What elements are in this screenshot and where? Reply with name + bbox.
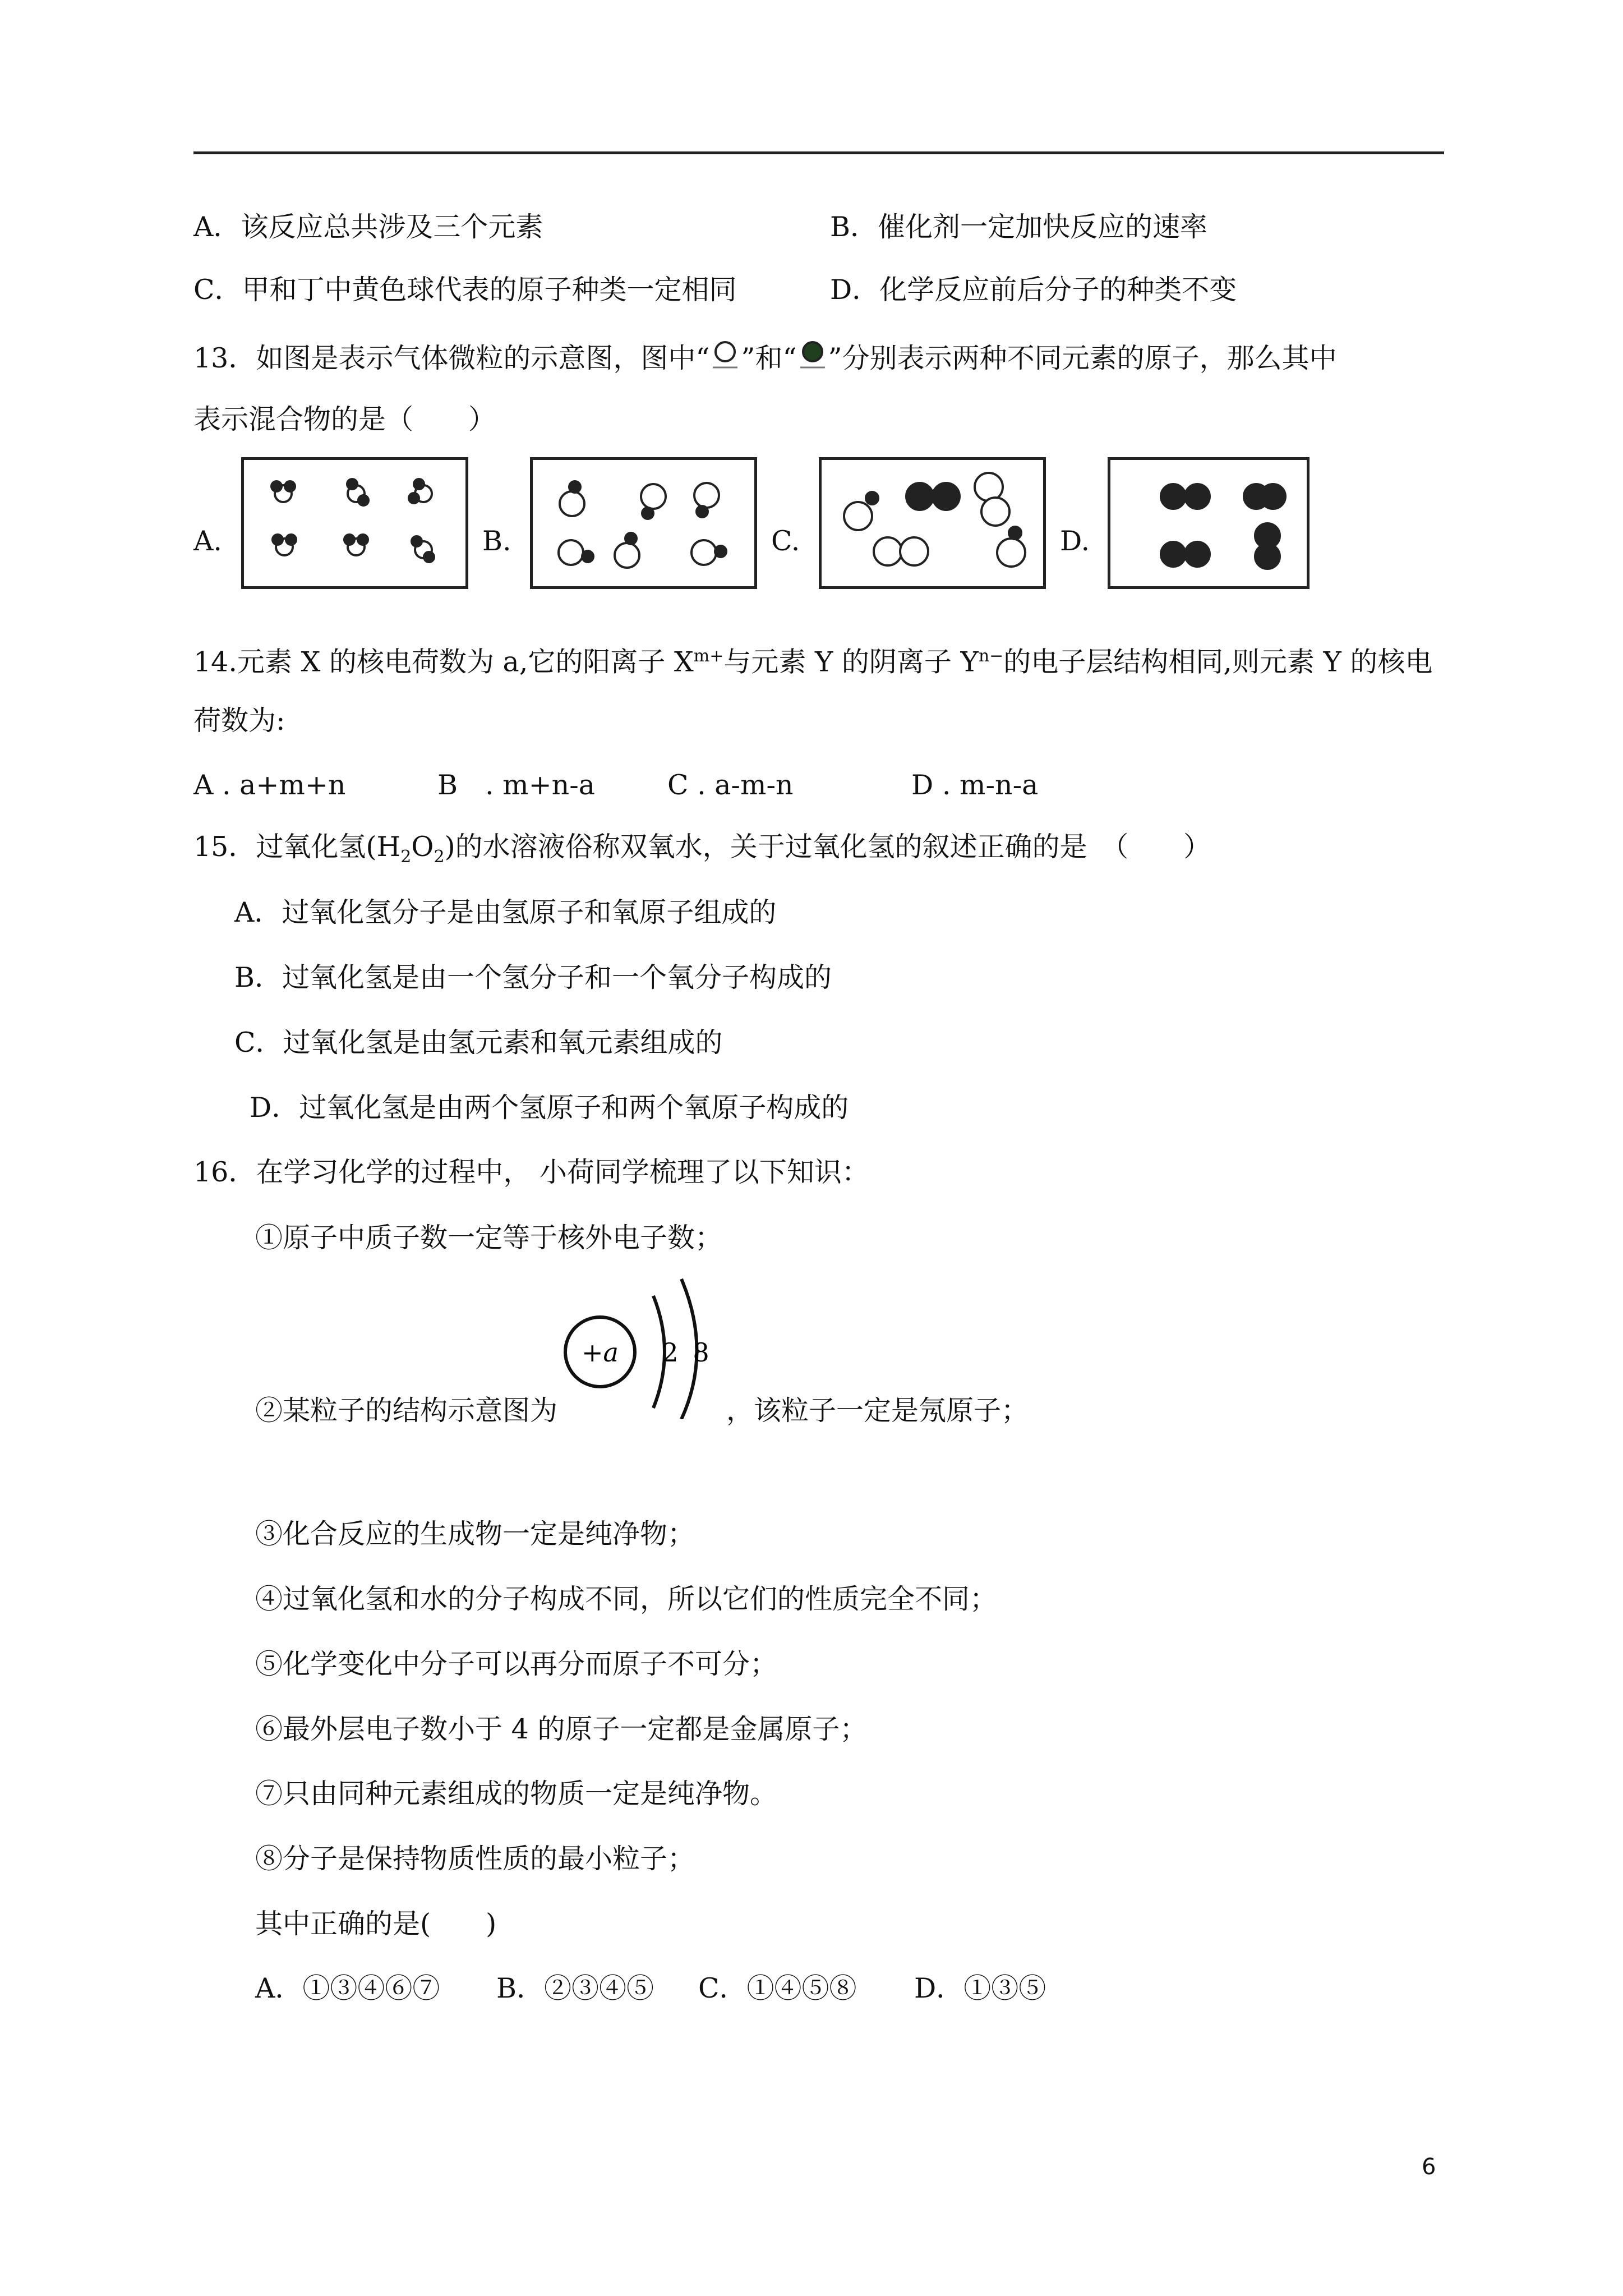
- q16-item-1: ①原子中质子数一定等于核外电子数；: [255, 1222, 723, 1254]
- q14-stem-b: 与元素 Y 的阴离子 Y: [723, 646, 979, 678]
- molecule-c2: [906, 482, 960, 510]
- molecule-b5: [615, 532, 639, 568]
- q13-stem-part2: ”和“: [741, 342, 797, 374]
- q13-figure-b: [530, 457, 757, 589]
- q15-subscript-1: 2: [400, 846, 412, 867]
- molecule-b6: [691, 540, 727, 565]
- page-number: 6: [1422, 2154, 1436, 2180]
- q16-question: 其中正确的是( ): [255, 1908, 497, 1940]
- molecule-b2: [641, 484, 666, 519]
- q13-label-b: B.: [482, 525, 511, 557]
- q14-anion-charge: n−: [978, 646, 1004, 666]
- molecule-a5: [344, 534, 368, 555]
- q16-option-a: A．①③④⑥⑦: [255, 1972, 440, 2004]
- molecule-a1: [271, 481, 296, 502]
- molecules-b: [533, 460, 754, 586]
- q14-option-c: C . a-m-n: [667, 769, 794, 801]
- q14-stem: [193, 639, 1432, 679]
- molecule-a3: [408, 478, 432, 504]
- q12-option-d: D．化学反应前后分子的种类不变: [830, 274, 1237, 306]
- q15-option-a: A．过氧化氢分子是由氢原子和氧原子组成的: [234, 896, 777, 928]
- q13-figure-a: [241, 457, 468, 589]
- molecule-d2: [1243, 484, 1286, 509]
- q14-option-b: B . m+n-a: [437, 769, 596, 801]
- molecules-a: [244, 460, 465, 586]
- molecule-b4: [559, 540, 594, 565]
- q14-option-a: A . a+m+n: [193, 769, 346, 801]
- molecule-a6: [411, 536, 435, 563]
- q13-stem-part1: 13．如图是表示气体微粒的示意图，图中“: [193, 342, 710, 374]
- q16-item-5: ⑤化学变化中分子可以再分而原子不可分；: [255, 1648, 778, 1680]
- q13-stem-part3: ”分别表示两种不同元素的原子，那么其中: [828, 342, 1337, 374]
- q13-label-c: C.: [771, 525, 800, 557]
- q16-item-6: ⑥最外层电子数小于 4 的原子一定都是金属原子；: [255, 1713, 868, 1745]
- q15-stem-b: O: [411, 831, 434, 863]
- nucleus-charge: +a: [582, 1337, 619, 1368]
- q14-stem-c: 的电子层结构相同,则元素 Y 的核电: [1003, 646, 1433, 678]
- q16-option-d: D．①③⑤: [914, 1972, 1046, 2004]
- molecule-a2: [347, 478, 369, 506]
- q16-option-c: C．①④⑤⑧: [698, 1972, 857, 2004]
- q15-stem-a: 15．过氧化氢(H: [193, 831, 401, 863]
- header-rule: [193, 151, 1444, 154]
- black-atom-icon: [797, 339, 828, 371]
- q14-option-d: D . m-n-a: [911, 769, 1039, 801]
- q16-item-4: ④过氧化氢和水的分子构成不同，所以它们的性质完全不同；: [255, 1583, 998, 1615]
- q16-option-b: B．②③④⑤: [496, 1972, 654, 2004]
- molecules-c: [822, 460, 1043, 586]
- q13-stem: [193, 339, 1337, 375]
- q16-item-8: ⑧分子是保持物质性质的最小粒子；: [255, 1843, 695, 1875]
- q16-item-2-tail: ，该粒子一定是氖原子；: [726, 1395, 1029, 1427]
- molecule-c5: [997, 526, 1025, 567]
- molecule-c1: [844, 491, 879, 530]
- q14-stem-line2: 荷数为:: [193, 705, 285, 737]
- q15-option-c: C．过氧化氢是由氢元素和氧元素组成的: [234, 1027, 723, 1059]
- q12-option-a: A．该反应总共涉及三个元素: [193, 211, 543, 243]
- molecule-a4: [272, 534, 297, 555]
- q15-stem: [193, 830, 1211, 874]
- molecule-b3: [694, 483, 719, 518]
- q16-item-2: ②某粒子的结构示意图为: [255, 1395, 558, 1427]
- molecule-d3: [1160, 541, 1210, 567]
- q14-cation-charge: m+: [693, 646, 724, 666]
- outer-shell-electrons: 8: [693, 1337, 709, 1368]
- q16-stem: 16．在学习化学的过程中， 小荷同学梳理了以下知识：: [193, 1156, 869, 1188]
- q15-stem-c: )的水溶液俗称双氧水，关于过氧化氢的叙述正确的是 （ ）: [444, 831, 1211, 863]
- q13-label-d: D.: [1060, 525, 1090, 557]
- q12-option-c: C．甲和丁中黄色球代表的原子种类一定相同: [193, 274, 737, 306]
- q15-subscript-2: 2: [434, 846, 445, 867]
- molecule-b1: [560, 481, 584, 516]
- q13-figure-c: [819, 457, 1046, 589]
- q13-figure-d: [1108, 457, 1310, 589]
- particle-structure-diagram: [561, 1271, 729, 1419]
- inner-shell-electrons: 2: [662, 1337, 679, 1368]
- white-atom-icon: [709, 339, 741, 371]
- q15-option-b: B．过氧化氢是由一个氢分子和一个氧分子构成的: [234, 961, 832, 993]
- q13-stem-line2: 表示混合物的是（ ）: [193, 403, 496, 435]
- q14-stem-a: 14.元素 X 的核电荷数为 a,它的阳离子 X: [193, 646, 694, 678]
- molecule-c4: [874, 537, 928, 565]
- q15-option-d: D．过氧化氢是由两个氢原子和两个氧原子构成的: [250, 1092, 849, 1124]
- q13-label-a: A.: [193, 525, 222, 557]
- molecule-c3: [975, 473, 1009, 526]
- molecule-d4: [1255, 523, 1280, 569]
- q12-option-b: B．催化剂一定加快反应的速率: [830, 211, 1208, 243]
- q16-item-7: ⑦只由同种元素组成的物质一定是纯净物。: [255, 1778, 778, 1810]
- molecules-d: [1110, 460, 1307, 586]
- q16-item-3: ③化合反应的生成物一定是纯净物；: [255, 1518, 695, 1550]
- molecule-d1: [1160, 484, 1210, 509]
